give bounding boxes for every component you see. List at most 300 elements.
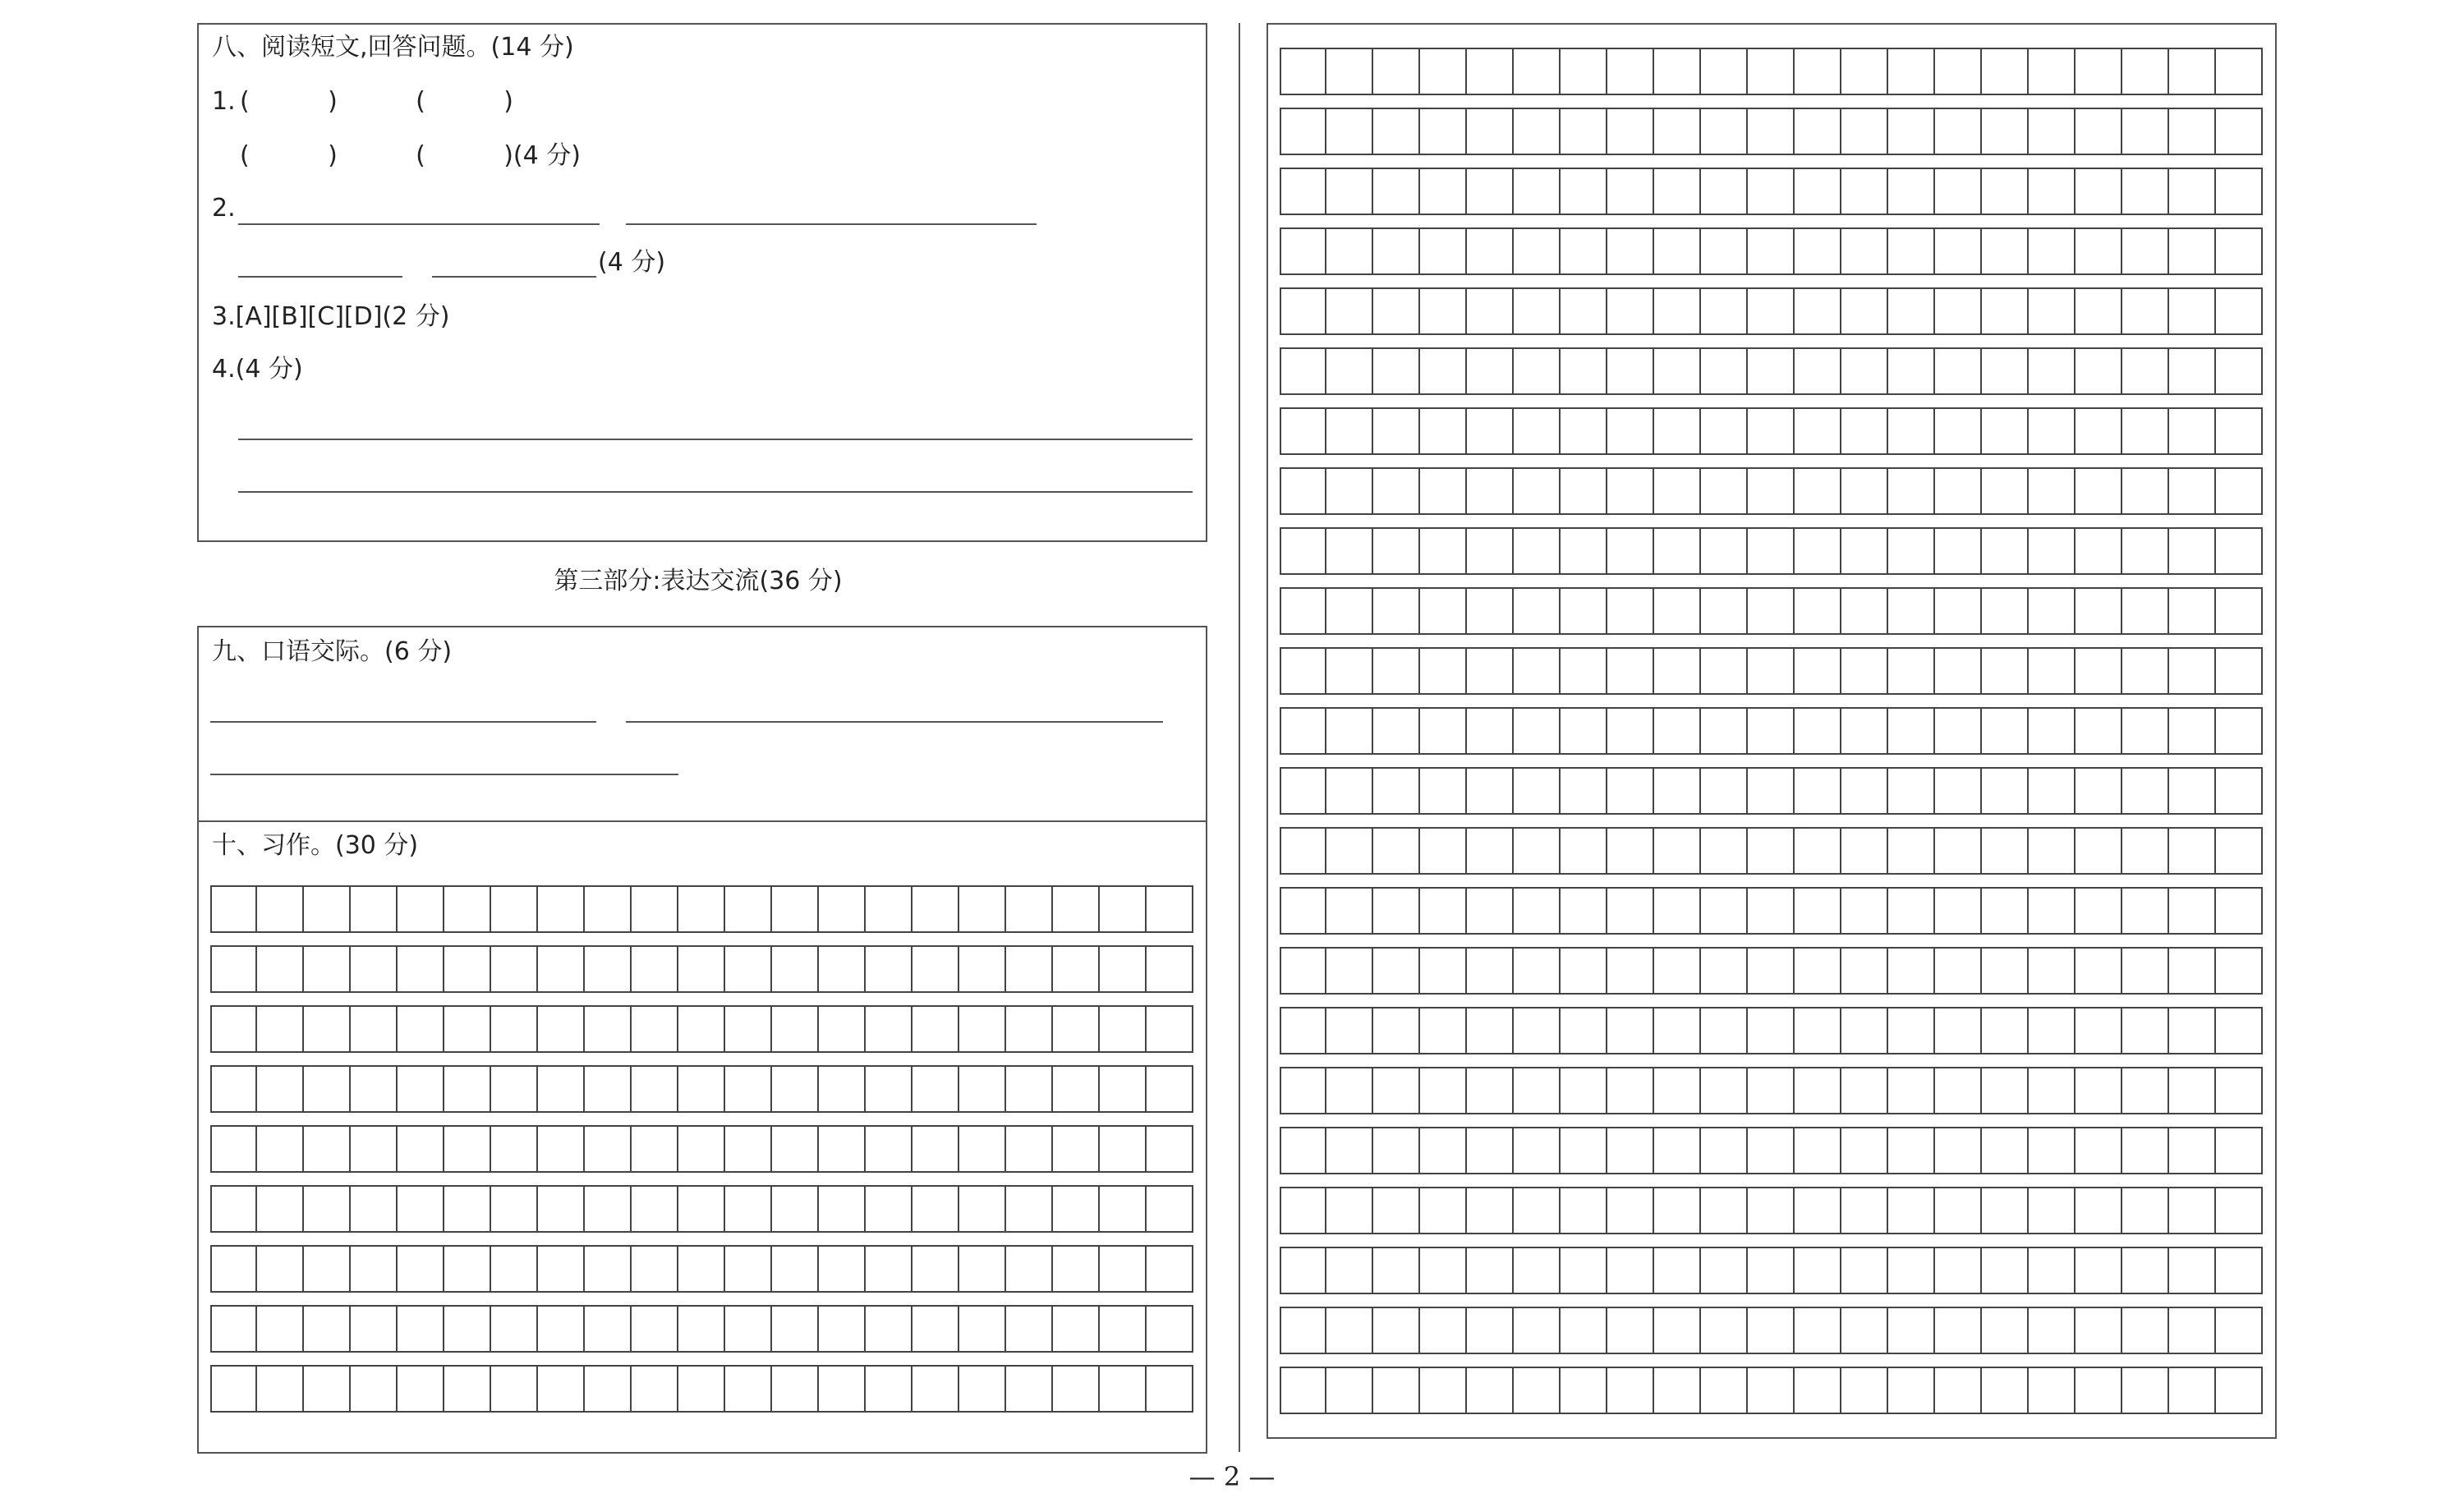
grid-cell[interactable] [1607, 467, 1654, 515]
grid-cell[interactable] [538, 1185, 585, 1233]
grid-cell[interactable] [2076, 1247, 2122, 1294]
grid-cell[interactable] [866, 1365, 913, 1413]
grid-cell[interactable] [1053, 1305, 1100, 1353]
grid-cell[interactable] [1607, 168, 1654, 215]
grid-cell[interactable] [1514, 168, 1561, 215]
grid-cell[interactable] [1561, 1127, 1607, 1174]
grid-cell[interactable] [725, 1305, 772, 1353]
grid-cell[interactable] [959, 1065, 1006, 1113]
grid-cell[interactable] [1607, 827, 1654, 875]
grid-cell[interactable] [1147, 1185, 1193, 1233]
grid-cell[interactable] [1748, 1127, 1795, 1174]
grid-cell[interactable] [398, 1125, 444, 1173]
grid-cell[interactable] [257, 1005, 304, 1053]
grid-cell[interactable] [1420, 227, 1467, 275]
grid-cell[interactable] [725, 945, 772, 993]
grid-cell[interactable] [1654, 407, 1701, 455]
grid-cell[interactable] [351, 945, 398, 993]
grid-cell[interactable] [1654, 767, 1701, 815]
grid-cell[interactable] [1982, 1187, 2029, 1234]
grid-cell[interactable] [1607, 1247, 1654, 1294]
grid-cell[interactable] [2029, 887, 2076, 935]
grid-cell[interactable] [1373, 407, 1420, 455]
grid-cell[interactable] [1561, 347, 1607, 395]
grid-cell[interactable] [959, 1185, 1006, 1233]
grid-cell[interactable] [1982, 347, 2029, 395]
grid-cell[interactable] [304, 885, 351, 933]
grid-cell[interactable] [1654, 347, 1701, 395]
grid-cell[interactable] [2169, 168, 2216, 215]
grid-cell[interactable] [1795, 1127, 1841, 1174]
grid-cell[interactable] [1280, 947, 1326, 995]
grid-cell[interactable] [632, 1005, 678, 1053]
grid-cell[interactable] [210, 1005, 257, 1053]
grid-cell[interactable] [1748, 1307, 1795, 1354]
grid-cell[interactable] [1420, 947, 1467, 995]
grid-cell[interactable] [1280, 1067, 1326, 1114]
grid-cell[interactable] [1467, 527, 1514, 575]
grid-cell[interactable] [866, 1245, 913, 1293]
grid-cell[interactable] [1467, 647, 1514, 695]
grid-cell[interactable] [1888, 527, 1935, 575]
grid-cell[interactable] [1100, 1125, 1147, 1173]
grid-cell[interactable] [1935, 1187, 1982, 1234]
grid-cell[interactable] [1888, 887, 1935, 935]
grid-cell[interactable] [2122, 1367, 2169, 1414]
speaking-blank-1[interactable] [210, 721, 596, 723]
grid-cell[interactable] [1748, 1007, 1795, 1054]
grid-cell[interactable] [1467, 1307, 1514, 1354]
grid-cell[interactable] [1373, 527, 1420, 575]
grid-cell[interactable] [2029, 1067, 2076, 1114]
grid-cell[interactable] [772, 1185, 819, 1233]
grid-cell[interactable] [1841, 827, 1888, 875]
grid-cell[interactable] [1701, 1367, 1748, 1414]
grid-cell[interactable] [913, 1005, 959, 1053]
grid-cell[interactable] [1373, 48, 1420, 95]
grid-cell[interactable] [1420, 347, 1467, 395]
grid-cell[interactable] [1467, 947, 1514, 995]
grid-cell[interactable] [1795, 347, 1841, 395]
grid-cell[interactable] [444, 885, 491, 933]
grid-cell[interactable] [2029, 347, 2076, 395]
grid-cell[interactable] [1607, 1067, 1654, 1114]
grid-cell[interactable] [2169, 1367, 2216, 1414]
grid-cell[interactable] [2169, 407, 2216, 455]
grid-cell[interactable] [444, 1365, 491, 1413]
q4-answer-line-1[interactable] [238, 439, 1193, 440]
grid-cell[interactable] [1607, 108, 1654, 155]
grid-cell[interactable] [1514, 347, 1561, 395]
grid-cell[interactable] [1280, 587, 1326, 635]
grid-cell[interactable] [1795, 767, 1841, 815]
grid-cell[interactable] [398, 1065, 444, 1113]
grid-cell[interactable] [1841, 1187, 1888, 1234]
grid-cell[interactable] [2122, 1067, 2169, 1114]
grid-cell[interactable] [1514, 1127, 1561, 1174]
grid-cell[interactable] [1280, 287, 1326, 335]
grid-cell[interactable] [1280, 827, 1326, 875]
grid-cell[interactable] [1748, 827, 1795, 875]
grid-cell[interactable] [1467, 407, 1514, 455]
grid-cell[interactable] [2076, 347, 2122, 395]
grid-cell[interactable] [1748, 287, 1795, 335]
grid-cell[interactable] [1935, 407, 1982, 455]
grid-cell[interactable] [725, 1005, 772, 1053]
grid-cell[interactable] [1654, 647, 1701, 695]
grid-cell[interactable] [2076, 1067, 2122, 1114]
grid-cell[interactable] [1514, 887, 1561, 935]
grid-cell[interactable] [1748, 467, 1795, 515]
grid-cell[interactable] [1701, 707, 1748, 755]
grid-cell[interactable] [2216, 168, 2263, 215]
grid-cell[interactable] [538, 1005, 585, 1053]
grid-cell[interactable] [2169, 287, 2216, 335]
grid-cell[interactable] [1748, 407, 1795, 455]
grid-cell[interactable] [2029, 707, 2076, 755]
grid-cell[interactable] [1373, 467, 1420, 515]
grid-cell[interactable] [1654, 587, 1701, 635]
grid-cell[interactable] [1982, 467, 2029, 515]
grid-cell[interactable] [1006, 1065, 1053, 1113]
grid-cell[interactable] [819, 1245, 866, 1293]
q3-choices[interactable]: 3.[A][B][C][D](2 分) [212, 302, 450, 331]
grid-cell[interactable] [1373, 587, 1420, 635]
grid-cell[interactable] [1420, 827, 1467, 875]
grid-cell[interactable] [2122, 467, 2169, 515]
grid-cell[interactable] [210, 1365, 257, 1413]
grid-cell[interactable] [866, 1065, 913, 1113]
grid-cell[interactable] [678, 945, 725, 993]
grid-cell[interactable] [1748, 1367, 1795, 1414]
grid-cell[interactable] [2122, 168, 2169, 215]
grid-cell[interactable] [819, 1305, 866, 1353]
grid-cell[interactable] [725, 1365, 772, 1413]
grid-cell[interactable] [1841, 1067, 1888, 1114]
grid-cell[interactable] [1373, 1127, 1420, 1174]
grid-cell[interactable] [2216, 707, 2263, 755]
grid-cell[interactable] [1420, 1367, 1467, 1414]
grid-cell[interactable] [1514, 527, 1561, 575]
grid-cell[interactable] [1701, 887, 1748, 935]
grid-cell[interactable] [1561, 887, 1607, 935]
grid-cell[interactable] [351, 1005, 398, 1053]
grid-cell[interactable] [866, 945, 913, 993]
grid-cell[interactable] [866, 1005, 913, 1053]
grid-cell[interactable] [2169, 1007, 2216, 1054]
grid-cell[interactable] [819, 945, 866, 993]
grid-cell[interactable] [959, 1365, 1006, 1413]
grid-cell[interactable] [1514, 587, 1561, 635]
grid-cell[interactable] [1373, 827, 1420, 875]
grid-cell[interactable] [2169, 707, 2216, 755]
grid-cell[interactable] [491, 1305, 538, 1353]
grid-cell[interactable] [1280, 48, 1326, 95]
grid-cell[interactable] [1841, 707, 1888, 755]
grid-cell[interactable] [1326, 48, 1373, 95]
grid-cell[interactable] [1982, 48, 2029, 95]
grid-cell[interactable] [1607, 227, 1654, 275]
grid-cell[interactable] [1748, 527, 1795, 575]
grid-cell[interactable] [866, 1125, 913, 1173]
grid-cell[interactable] [1561, 1007, 1607, 1054]
grid-cell[interactable] [1467, 1247, 1514, 1294]
grid-cell[interactable] [1935, 527, 1982, 575]
grid-cell[interactable] [1701, 647, 1748, 695]
grid-cell[interactable] [2122, 527, 2169, 575]
grid-cell[interactable] [1514, 1367, 1561, 1414]
grid-cell[interactable] [1326, 1247, 1373, 1294]
grid-cell[interactable] [2029, 827, 2076, 875]
grid-cell[interactable] [2122, 1187, 2169, 1234]
grid-cell[interactable] [1561, 1187, 1607, 1234]
grid-cell[interactable] [913, 1245, 959, 1293]
grid-cell[interactable] [1100, 1245, 1147, 1293]
grid-cell[interactable] [585, 1365, 632, 1413]
grid-cell[interactable] [351, 1125, 398, 1173]
grid-cell[interactable] [491, 1365, 538, 1413]
grid-cell[interactable] [1006, 945, 1053, 993]
grid-cell[interactable] [1420, 887, 1467, 935]
grid-cell[interactable] [1888, 1367, 1935, 1414]
grid-cell[interactable] [1888, 1127, 1935, 1174]
grid-cell[interactable] [1748, 1067, 1795, 1114]
grid-cell[interactable] [2216, 1247, 2263, 1294]
grid-cell[interactable] [1100, 1365, 1147, 1413]
grid-cell[interactable] [1888, 227, 1935, 275]
grid-cell[interactable] [2216, 347, 2263, 395]
grid-cell[interactable] [772, 1365, 819, 1413]
grid-cell[interactable] [2076, 168, 2122, 215]
grid-cell[interactable] [1795, 48, 1841, 95]
grid-cell[interactable] [2076, 1367, 2122, 1414]
grid-cell[interactable] [1420, 1187, 1467, 1234]
grid-cell[interactable] [1280, 168, 1326, 215]
grid-cell[interactable] [1561, 407, 1607, 455]
grid-cell[interactable] [1100, 885, 1147, 933]
grid-cell[interactable] [1514, 227, 1561, 275]
grid-cell[interactable] [1935, 227, 1982, 275]
grid-cell[interactable] [1514, 48, 1561, 95]
grid-cell[interactable] [1654, 1367, 1701, 1414]
grid-cell[interactable] [2076, 1127, 2122, 1174]
grid-cell[interactable] [1326, 227, 1373, 275]
speaking-blank-3[interactable] [210, 774, 678, 775]
grid-cell[interactable] [1795, 1187, 1841, 1234]
grid-cell[interactable] [1888, 647, 1935, 695]
grid-cell[interactable] [1841, 1247, 1888, 1294]
grid-cell[interactable] [632, 1065, 678, 1113]
grid-cell[interactable] [444, 1305, 491, 1353]
grid-cell[interactable] [2076, 587, 2122, 635]
grid-cell[interactable] [2122, 587, 2169, 635]
grid-cell[interactable] [1982, 168, 2029, 215]
grid-cell[interactable] [1654, 1307, 1701, 1354]
grid-cell[interactable] [1795, 467, 1841, 515]
grid-cell[interactable] [210, 945, 257, 993]
grid-cell[interactable] [2216, 887, 2263, 935]
grid-cell[interactable] [351, 1245, 398, 1293]
grid-cell[interactable] [585, 1185, 632, 1233]
grid-cell[interactable] [1701, 1067, 1748, 1114]
grid-cell[interactable] [1420, 1307, 1467, 1354]
grid-cell[interactable] [1841, 1367, 1888, 1414]
grid-cell[interactable] [1280, 1307, 1326, 1354]
grid-cell[interactable] [1654, 947, 1701, 995]
grid-cell[interactable] [678, 1185, 725, 1233]
grid-cell[interactable] [1280, 707, 1326, 755]
grid-cell[interactable] [585, 1065, 632, 1113]
grid-cell[interactable] [1280, 1007, 1326, 1054]
grid-cell[interactable] [1420, 48, 1467, 95]
grid-cell[interactable] [210, 1245, 257, 1293]
grid-cell[interactable] [1561, 1247, 1607, 1294]
grid-cell[interactable] [1841, 767, 1888, 815]
grid-cell[interactable] [1982, 1307, 2029, 1354]
grid-cell[interactable] [1561, 587, 1607, 635]
grid-cell[interactable] [1326, 1007, 1373, 1054]
grid-cell[interactable] [1561, 707, 1607, 755]
grid-cell[interactable] [1280, 1127, 1326, 1174]
grid-cell[interactable] [1795, 1247, 1841, 1294]
grid-cell[interactable] [959, 1005, 1006, 1053]
grid-cell[interactable] [866, 1305, 913, 1353]
writing-grid-right[interactable] [1280, 48, 2263, 1414]
grid-cell[interactable] [2216, 227, 2263, 275]
grid-cell[interactable] [1654, 467, 1701, 515]
grid-cell[interactable] [1561, 227, 1607, 275]
q1-answer-row1[interactable]: ( ) ( ) [240, 87, 513, 116]
grid-cell[interactable] [1607, 347, 1654, 395]
grid-cell[interactable] [2216, 1127, 2263, 1174]
grid-cell[interactable] [304, 1245, 351, 1293]
grid-cell[interactable] [304, 1365, 351, 1413]
grid-cell[interactable] [304, 1005, 351, 1053]
grid-cell[interactable] [2076, 1187, 2122, 1234]
q1-answer-row2[interactable]: ( ) ( )(4 分) [240, 141, 581, 170]
grid-cell[interactable] [1748, 1187, 1795, 1234]
grid-cell[interactable] [2076, 647, 2122, 695]
grid-cell[interactable] [2216, 108, 2263, 155]
grid-cell[interactable] [2076, 287, 2122, 335]
grid-cell[interactable] [1654, 227, 1701, 275]
grid-cell[interactable] [1841, 467, 1888, 515]
grid-cell[interactable] [959, 1125, 1006, 1173]
grid-cell[interactable] [1326, 887, 1373, 935]
grid-cell[interactable] [2216, 1007, 2263, 1054]
grid-cell[interactable] [725, 1125, 772, 1173]
grid-cell[interactable] [2169, 48, 2216, 95]
grid-cell[interactable] [1748, 227, 1795, 275]
grid-cell[interactable] [1701, 467, 1748, 515]
grid-cell[interactable] [1982, 1127, 2029, 1174]
grid-cell[interactable] [632, 1125, 678, 1173]
grid-cell[interactable] [304, 1125, 351, 1173]
grid-cell[interactable] [1514, 827, 1561, 875]
grid-cell[interactable] [1701, 48, 1748, 95]
grid-cell[interactable] [1373, 647, 1420, 695]
grid-cell[interactable] [2029, 1247, 2076, 1294]
grid-cell[interactable] [585, 885, 632, 933]
grid-cell[interactable] [2169, 347, 2216, 395]
grid-cell[interactable] [2122, 48, 2169, 95]
grid-cell[interactable] [1935, 947, 1982, 995]
grid-cell[interactable] [2122, 767, 2169, 815]
grid-cell[interactable] [1561, 108, 1607, 155]
grid-cell[interactable] [1607, 407, 1654, 455]
grid-cell[interactable] [1326, 527, 1373, 575]
grid-cell[interactable] [210, 885, 257, 933]
grid-cell[interactable] [2122, 1247, 2169, 1294]
grid-cell[interactable] [538, 1365, 585, 1413]
grid-cell[interactable] [1701, 947, 1748, 995]
grid-cell[interactable] [1701, 347, 1748, 395]
grid-cell[interactable] [1420, 407, 1467, 455]
grid-cell[interactable] [1888, 407, 1935, 455]
grid-cell[interactable] [2122, 1127, 2169, 1174]
grid-cell[interactable] [1841, 887, 1888, 935]
grid-cell[interactable] [1607, 1007, 1654, 1054]
grid-cell[interactable] [491, 1065, 538, 1113]
grid-cell[interactable] [1841, 227, 1888, 275]
grid-cell[interactable] [1467, 287, 1514, 335]
grid-cell[interactable] [2122, 347, 2169, 395]
grid-cell[interactable] [1748, 707, 1795, 755]
grid-cell[interactable] [2122, 108, 2169, 155]
grid-cell[interactable] [819, 1065, 866, 1113]
grid-cell[interactable] [1467, 467, 1514, 515]
grid-cell[interactable] [1326, 1367, 1373, 1414]
grid-cell[interactable] [772, 1305, 819, 1353]
grid-cell[interactable] [1795, 647, 1841, 695]
grid-cell[interactable] [2216, 1067, 2263, 1114]
grid-cell[interactable] [1420, 647, 1467, 695]
grid-cell[interactable] [1467, 1127, 1514, 1174]
grid-cell[interactable] [1982, 1067, 2029, 1114]
grid-cell[interactable] [1100, 1185, 1147, 1233]
grid-cell[interactable] [2169, 1307, 2216, 1354]
grid-cell[interactable] [1935, 48, 1982, 95]
grid-cell[interactable] [304, 1305, 351, 1353]
grid-cell[interactable] [1326, 347, 1373, 395]
grid-cell[interactable] [1701, 168, 1748, 215]
grid-cell[interactable] [1326, 108, 1373, 155]
grid-cell[interactable] [2076, 407, 2122, 455]
grid-cell[interactable] [1467, 108, 1514, 155]
grid-cell[interactable] [1748, 347, 1795, 395]
grid-cell[interactable] [2216, 767, 2263, 815]
grid-cell[interactable] [1561, 1367, 1607, 1414]
grid-cell[interactable] [1701, 1007, 1748, 1054]
grid-cell[interactable] [1982, 887, 2029, 935]
grid-cell[interactable] [2216, 407, 2263, 455]
grid-cell[interactable] [1420, 467, 1467, 515]
grid-cell[interactable] [1467, 168, 1514, 215]
grid-cell[interactable] [2169, 1067, 2216, 1114]
grid-cell[interactable] [1053, 1125, 1100, 1173]
grid-cell[interactable] [2076, 1307, 2122, 1354]
grid-cell[interactable] [1373, 1307, 1420, 1354]
grid-cell[interactable] [1795, 168, 1841, 215]
grid-cell[interactable] [2122, 1007, 2169, 1054]
grid-cell[interactable] [2216, 287, 2263, 335]
grid-cell[interactable] [1795, 227, 1841, 275]
grid-cell[interactable] [1326, 168, 1373, 215]
grid-cell[interactable] [1748, 647, 1795, 695]
grid-cell[interactable] [1561, 947, 1607, 995]
grid-cell[interactable] [1373, 168, 1420, 215]
grid-cell[interactable] [632, 945, 678, 993]
